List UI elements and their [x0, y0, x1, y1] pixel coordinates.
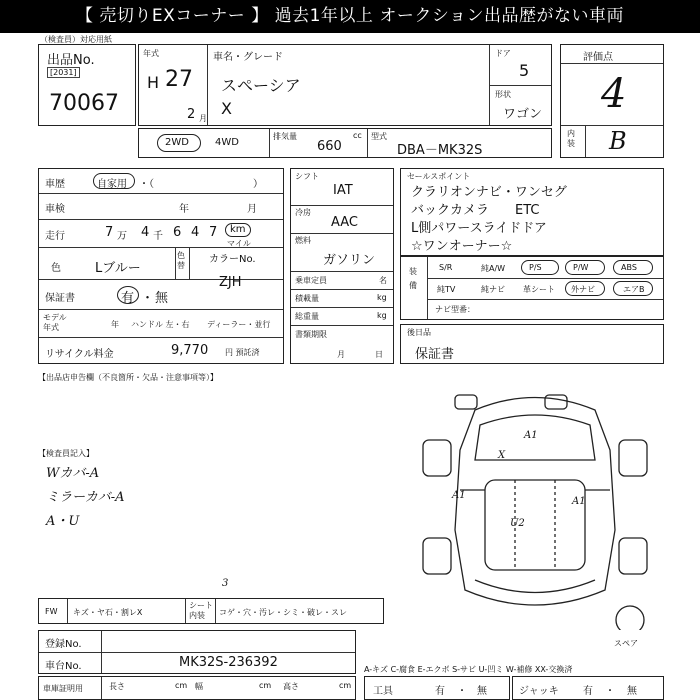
mileage-man-unit: 万 [117, 231, 127, 242]
mileage-digit-2: 4 [191, 225, 200, 240]
year-month: 2 [187, 107, 196, 122]
warranty-dot: ・ [141, 291, 155, 306]
year-value: 27 [165, 67, 193, 92]
shape-value: ワゴン [503, 107, 543, 122]
recycle-value: 9,770 [171, 343, 209, 358]
model-year-year: 年 [111, 320, 119, 329]
fuel-label: 燃料 [295, 236, 311, 245]
cert-unit-2: cm [259, 681, 272, 690]
chassis-label: 車台No. [45, 661, 82, 672]
fuel-value: ガソリン [323, 253, 376, 268]
equip-ps: P/S [529, 263, 542, 272]
equip-navi-model: ナビ型番： [435, 305, 475, 314]
displacement-unit: cc [353, 131, 362, 140]
interior-codes [38, 598, 384, 624]
diagram-mark-3: A1 [452, 490, 466, 501]
cert-width: 幅 [195, 682, 203, 691]
interior-seat-label: シート内装 [189, 601, 213, 620]
equip-navi: 純ナビ [481, 285, 505, 294]
tools-no: 無 [477, 686, 487, 697]
warranty-yes: 有 [121, 291, 135, 306]
history-close: ） [253, 179, 263, 190]
load-unit: kg [377, 293, 387, 302]
equip-tv: 純TV [437, 285, 456, 294]
shift-value: IAT [333, 183, 353, 198]
model-year-dealer: ディーラー・並行 [207, 320, 271, 329]
equip-extnavi: 外ナビ [571, 285, 595, 294]
model-year-label: モデル年式 [43, 313, 67, 332]
registration-box [38, 630, 356, 674]
mileage-label: 走行 [45, 231, 65, 242]
inspector-label: 【検査員記入】 [38, 449, 94, 458]
diagram-mark-4: A1 [572, 496, 586, 507]
history-label: 車歴 [45, 179, 65, 190]
mileage-sen-unit: 千 [153, 231, 163, 242]
weight-label: 総重量 [295, 312, 319, 321]
displacement-label: 排気量 [273, 132, 297, 141]
mileage-digit-3: 7 [209, 225, 218, 240]
displacement-value: 660 [317, 139, 342, 154]
mileage-unit-mile: マイル [227, 239, 251, 248]
equip-leather: 革シート [523, 285, 555, 294]
tools-label: 工具 [373, 686, 393, 697]
year-month-unit: 月 [199, 114, 207, 123]
registration-label: 登録No. [45, 639, 82, 650]
cert-unit-1: cm [175, 681, 188, 690]
recycle-label: リサイクル料金 [45, 349, 114, 360]
sales-point-1: クラリオンナビ・ワンセグ [411, 185, 567, 200]
diagram-mark-5: U2 [510, 518, 525, 529]
equip-sr: S/R [439, 263, 453, 272]
doc-period-day: 日 [375, 350, 383, 359]
car-info-box [138, 44, 552, 126]
weight-unit: kg [377, 311, 387, 320]
drive-box [138, 128, 552, 158]
cert-height: 高さ [283, 682, 299, 691]
tools-dot: ・ [457, 686, 467, 697]
car-label: 車名・グレード [213, 52, 283, 63]
doc-period-label: 書類期限 [295, 330, 327, 339]
spec-table [290, 168, 394, 364]
drive-4wd: 4WD [215, 137, 239, 148]
chassis-value: MK32S-236392 [179, 655, 278, 670]
equip-airbag: エアB [623, 285, 645, 294]
history-table [38, 168, 284, 364]
inspector-note-1: Wカバ-A [46, 466, 100, 481]
sales-point-2: バックカメラ ETC [411, 203, 540, 218]
sales-point-4: ☆ワンオーナー☆ [411, 239, 513, 254]
mileage-sen: 4 [141, 225, 150, 240]
jack-label: ジャッキ [519, 686, 559, 697]
lot-box [38, 44, 136, 126]
color-code: ZJH [219, 275, 242, 290]
lot-label: 出品No. [47, 53, 95, 68]
mileage-man: 7 [105, 225, 114, 240]
sales-point-3: L側パワースライドドア [411, 221, 547, 236]
interior-codes-mark: 3 [222, 578, 229, 589]
interior-label: 内装 [567, 129, 575, 148]
cert-unit-3: cm [339, 681, 352, 690]
equipment-label: 装備 [409, 267, 417, 290]
equip-aw: 純A/W [481, 264, 506, 273]
interior-codes-items: キズ・ヤ石・割レX [73, 608, 143, 617]
score-box [560, 44, 664, 158]
interior-value: B [609, 127, 627, 155]
color-change-label: 色替 [177, 251, 185, 270]
year-label: 年式 [143, 49, 159, 58]
tools-box [364, 676, 510, 700]
spare-label: スペア [614, 639, 638, 648]
jack-yes: 有 [583, 686, 593, 697]
interior-codes-items2: コゲ・穴・汚レ・シミ・破レ・スレ [219, 608, 347, 617]
color-label: 色 [51, 263, 61, 274]
doors-label: ドア [495, 49, 511, 58]
drive-2wd: 2WD [165, 137, 189, 148]
cert-length: 長さ [109, 682, 125, 691]
doc-period-month: 月 [337, 350, 345, 359]
history-value: 自家用 [97, 179, 127, 190]
tools-yes: 有 [435, 686, 445, 697]
capacity-label: 乗車定員 [295, 276, 327, 285]
aircon-value: AAC [331, 215, 358, 230]
shape-label: 形状 [495, 90, 511, 99]
score-value: 4 [601, 71, 627, 117]
equip-pw: P/W [573, 263, 589, 272]
score-label: 評価点 [583, 52, 613, 63]
equipment-box [400, 256, 664, 320]
equip-abs: ABS [621, 263, 637, 272]
declaration-label: 【出品店申告欄（不良箇所・欠品・注意事項等）】 [38, 373, 218, 382]
mileage-digit-1: 6 [173, 225, 182, 240]
banner: 【 売切りEXコーナー 】 過去1年以上 オークション出品歴がない車両 [0, 0, 700, 33]
jack-no: 無 [627, 686, 637, 697]
subheader: （検査員）対応用紙 [40, 35, 112, 44]
sales-points-label: セールスポイント [407, 172, 471, 181]
damage-legend: A-キズ C-腐食 E-エクボ S-サビ U-凹ミ W-補修 XX-交換済 [364, 665, 573, 674]
lot-code: [2031] [47, 67, 80, 78]
inspector-note-3: A・U [46, 514, 80, 529]
cert-label: 車庫証明用 [43, 684, 83, 693]
later-box [400, 324, 664, 364]
color-value: Lブルー [95, 261, 141, 276]
model-value: DBA－MK32S [397, 143, 483, 158]
car-name: スペーシア [221, 76, 301, 95]
model-label: 型式 [371, 132, 387, 141]
inspection-year: 年 [179, 204, 189, 215]
interior-fw-label: FW [45, 607, 58, 616]
model-year-handle: ハンドル 左・右 [131, 320, 190, 329]
later-value: 保証書 [415, 347, 455, 362]
diagram-mark-2: X [498, 450, 506, 461]
aircon-label: 冷房 [295, 208, 311, 217]
jack-dot: ・ [605, 686, 615, 697]
later-label: 後日品 [407, 328, 431, 337]
color-code-label: カラーNo. [209, 254, 256, 265]
inspection-month: 月 [247, 204, 257, 215]
load-label: 積載量 [295, 294, 319, 303]
mileage-unit-km: km [230, 224, 246, 235]
car-grade: X [221, 99, 232, 118]
warranty-label: 保証書 [45, 293, 75, 304]
recycle-unit: 円 預託済 [225, 348, 260, 357]
cert-box [38, 676, 356, 700]
jack-box [512, 676, 664, 700]
capacity-unit: 名 [379, 276, 387, 285]
inspector-note-2: ミラーカバ-A [46, 490, 125, 505]
history-sep: ・（ [139, 179, 154, 190]
car-diagram [405, 380, 665, 630]
shift-label: シフト [295, 172, 319, 181]
year-era: H [147, 73, 160, 92]
inspection-label: 車検 [45, 204, 65, 215]
lot-number: 70067 [49, 91, 119, 116]
warranty-no: 無 [155, 291, 169, 306]
diagram-mark-1: A1 [524, 430, 538, 441]
doors-value: 5 [519, 61, 530, 80]
sales-points-box [400, 168, 664, 256]
